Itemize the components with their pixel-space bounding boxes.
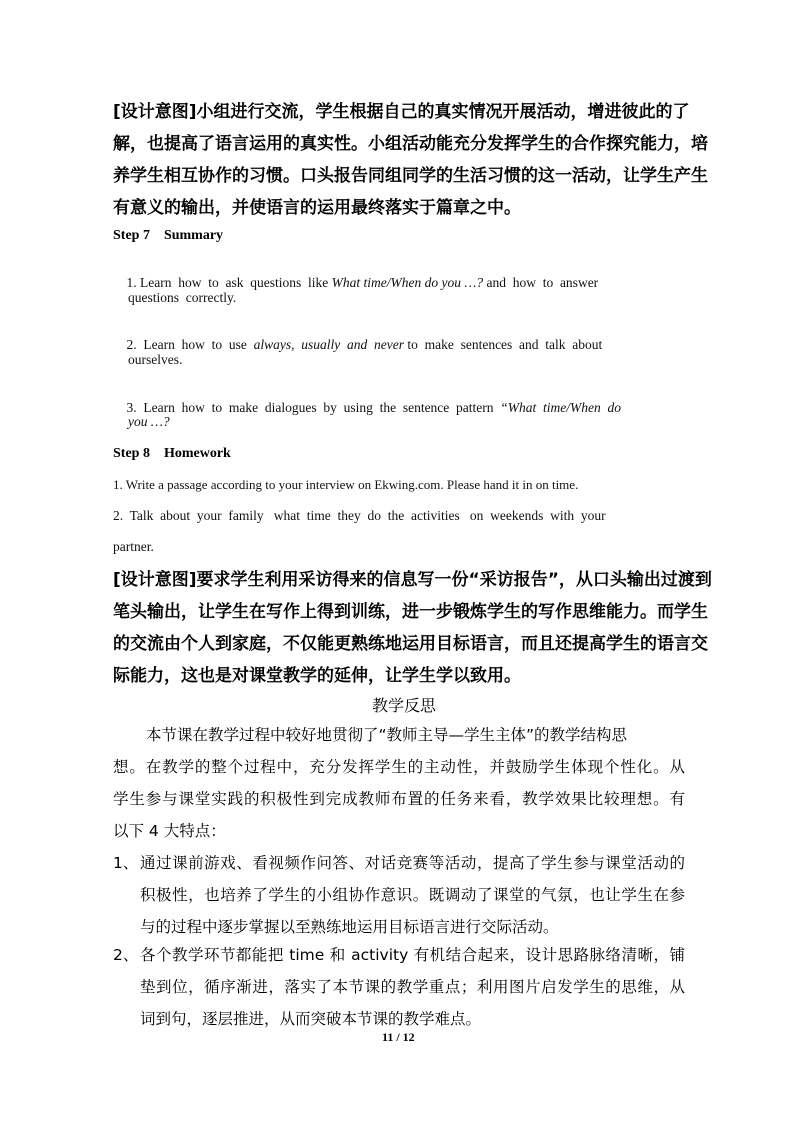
step7-item-2-text-b: always, usually and never [253,337,404,352]
step7-heading: Step 7 Summary [113,228,224,243]
reflection-point-2-number: 2、 [113,946,139,964]
design-intent-2-line-2: 笔头输出，让学生在写作上得到训练，进一步锻炼学生的写作思维能力。而学生 [113,602,708,622]
reflection-intro-line-2: 想。在教学的整个过程中，充分发挥学生的主动性，并鼓励学生体现个性化。从 [113,758,685,776]
step8-heading: Step 8 Homework [113,446,231,461]
reflection-point-2-line-3: 词到句，逐层推进，从而突破本节课的教学难点。 [140,1010,482,1028]
step7-item-3-cont [128,414,170,430]
page-number: 11 / 12 [382,1030,415,1044]
step7-item-3 [113,384,685,432]
step8-item-1: 1. Write a passage according to your interview on Ekwing.com. Please hand it in on time. [113,477,579,492]
design-intent-1-line-1: [设计意图]小组进行交流，学生根据自己的真实情况开展活动，增进彼此的了 [113,102,690,122]
reflection-point-2-line-2: 垫到位，循序渐进，落实了本节课的教学重点；利用图片启发学生的思维，从 [140,978,685,996]
reflection-point-1-line-3: 与的过程中逐步掌握以至熟练地运用目标语言进行交际活动。 [140,918,559,936]
reflection-point-1-line-2: 积极性，也培养了学生的小组协作意识。既调动了课堂的气氛，也让学生在参 [140,886,685,904]
reflection-point-2-line-1: 各个教学环节都能把 time 和 activity 有机结合起来，设计思路脉络清晰，铺 [140,946,685,964]
reflection-point-1-number: 1、 [113,854,139,872]
design-intent-2-line-4: 际能力，这也是对课堂教学的延伸，让学生学以致用。 [113,666,521,686]
step7-item-1-text-a: 1. Learn how to ask questions like [126,275,332,290]
step7-item-2 [113,321,685,369]
step7-item-1-text-b: What time/When do you …? [331,275,484,290]
step7-item-1-cont: questions correctly. [128,290,237,305]
step7-item-1-text-c: and how to answer [483,275,599,290]
design-intent-2-line-3: 的交流由个人到家庭，不仅能更熟练地运用目标语言，而且还提高学生的语言交 [113,634,708,654]
step8-item-2-cont: partner. [113,539,154,554]
step7-item-2-text-c: to make sentences and talk about [403,337,603,352]
reflection-intro-line-3: 学生参与课堂实践的积极性到完成教师布置的任务来看，教学效果比较理想。有 [113,790,685,808]
reflection-point-1-line-1: 通过课前游戏、看视频作问答、对话竞赛等活动，提高了学生参与课堂活动的 [140,854,685,872]
design-intent-2-line-1: [设计意图]要求学生利用采访得来的信息写一份“采访报告”，从口头输出过渡到 [113,570,712,590]
step7-item-2-cont: ourselves. [128,352,183,367]
step7-item-3-text-a: 3. Learn how to make dialogues by using the sentence pattern [126,400,501,415]
design-intent-1-line-2: 解，也提高了语言运用的真实性。小组活动能充分发挥学生的合作探究能力，培 [113,134,708,154]
design-intent-1-line-4: 有意义的输出，并使语言的运用最终落实于篇章之中。 [113,198,521,218]
reflection-intro-line-1: 本节课在教学过程中较好地贯彻了“教师主导—学生主体”的教学结构思 [146,726,628,744]
reflection-title: 教学反思 [372,696,437,715]
step8-item-2: 2. Talk about your family what time they do the activities on weekends with your [113,508,606,523]
reflection-intro-line-4: 以下 4 大特点： [113,822,226,840]
step7-item-3-text-b: “What time/When do [500,400,622,415]
design-intent-1-line-3: 养学生相互协作的习惯。口头报告同组同学的生活习惯的这一活动，让学生产生 [113,166,708,186]
step7-item-3-text-c: you …? [128,414,170,429]
step7-item-2-text-a: 2. Learn how to use [126,337,254,352]
